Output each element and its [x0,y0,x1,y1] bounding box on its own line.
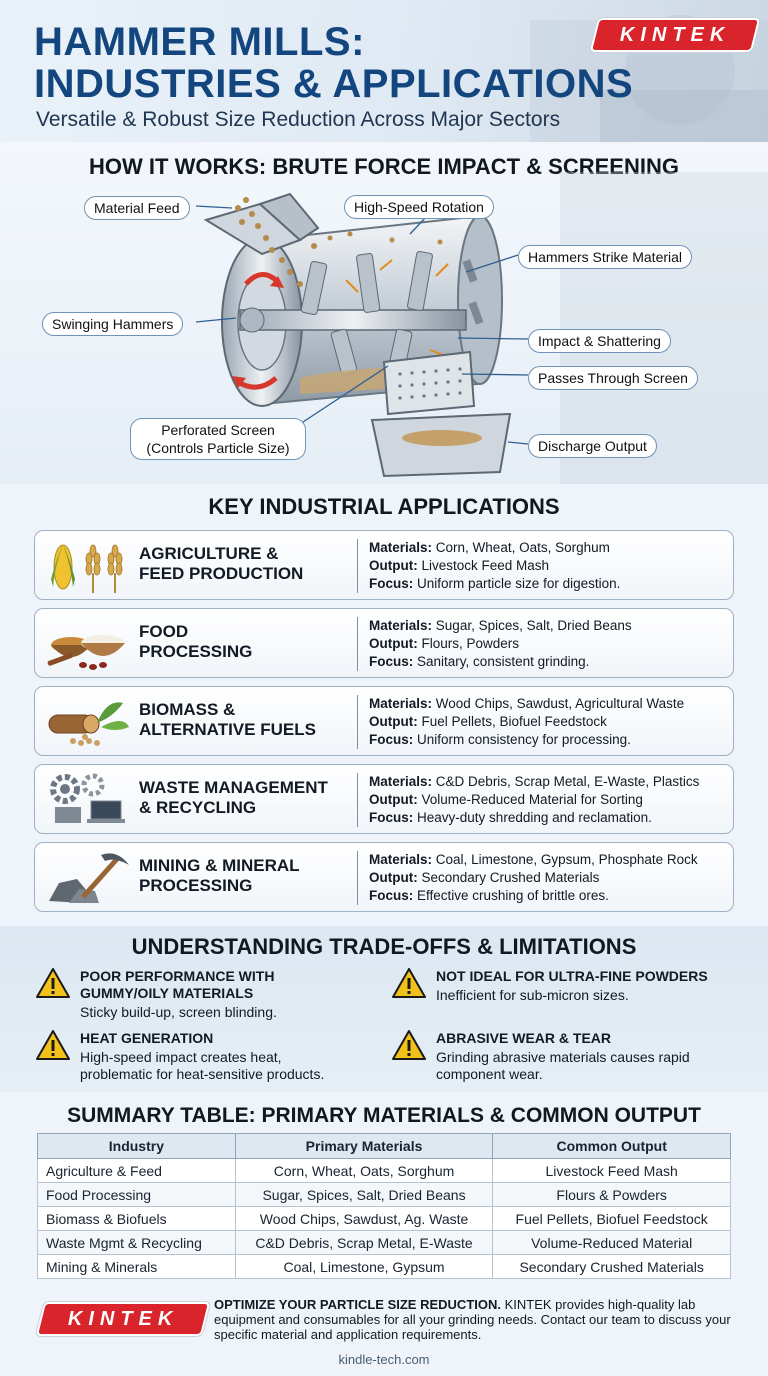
tradeoff-gummy-oily [36,968,366,1024]
output-value: Livestock Feed Mash [421,558,550,573]
output-label: Output: [369,870,418,885]
tradeoffs-title: UNDERSTANDING TRADE-OFFS & LIMITATIONS [131,934,637,959]
application-title-line-2: ALTERNATIVE FUELS [139,720,316,739]
application-title-line-2: PROCESSING [139,876,253,895]
application-title-line-2: PROCESSING [139,642,253,661]
table-row [38,1159,731,1183]
table-row [38,1207,731,1231]
table-row [38,1231,731,1255]
application-card-waste [34,764,734,834]
table-row [38,1255,731,1279]
tradeoff-description: Sticky build-up, screen blinding. [80,1004,277,1020]
output-label: Output: [369,558,418,573]
output-value: Secondary Crushed Materials [421,870,600,885]
application-title-line-1: BIOMASS & [139,700,236,719]
column-header-industry: Industry [38,1134,236,1159]
application-title-line-1: FOOD [139,622,189,641]
grain-icon [43,537,131,595]
application-title [139,700,361,740]
table-cell: Waste Mgmt & Recycling [38,1231,236,1255]
materials-label: Materials: [369,774,433,789]
table-cell: C&D Debris, Scrap Metal, E-Waste [235,1231,493,1255]
table-cell: Sugar, Spices, Salt, Dried Beans [235,1183,493,1207]
application-title [139,622,361,662]
output-value: Flours, Powders [421,636,520,651]
callout-high-speed-rotation: High-Speed Rotation [344,195,494,219]
focus-value: Heavy-duty shredding and reclamation. [417,810,652,825]
application-card-mining [34,842,734,912]
table-cell: Secondary Crushed Materials [493,1255,731,1279]
table-cell: Coal, Limestone, Gypsum [235,1255,493,1279]
spices-icon [43,615,131,673]
cta-headline: OPTIMIZE YOUR PARTICLE SIZE REDUCTION. [214,1297,501,1312]
table-cell: Flours & Powders [493,1183,731,1207]
focus-label: Focus: [369,654,414,669]
pickaxe-icon [43,849,131,907]
focus-label: Focus: [369,888,414,903]
table-cell: Volume-Reduced Material [493,1231,731,1255]
materials-label: Materials: [369,540,433,555]
focus-value: Sanitary, consistent grinding. [417,654,590,669]
callout-perforated-screen-line-2: (Controls Particle Size) [146,440,290,456]
output-value: Volume-Reduced Material for Sorting [421,792,643,807]
application-title-line-1: MINING & MINERAL [139,856,300,875]
output-label: Output: [369,714,418,729]
output-label: Output: [369,636,418,651]
warning-icon [392,1030,426,1060]
callout-perforated-screen-line-1: Perforated Screen [161,422,275,438]
callout-impact-shattering: Impact & Shattering [528,329,671,353]
card-divider [357,617,358,671]
table-cell: Mining & Minerals [38,1255,236,1279]
tradeoff-heading-line-2: GUMMY/OILY MATERIALS [80,985,254,1001]
tradeoff-heading [80,968,274,1002]
focus-value: Uniform consistency for processing. [417,732,631,747]
application-card-biomass [34,686,734,756]
page-title-line-1: HAMMER MILLS: [34,20,365,64]
tradeoff-description-line-1: High-speed impact creates heat, [80,1049,282,1065]
call-to-action [214,1297,736,1342]
warning-icon [36,968,70,998]
warning-icon [392,968,426,998]
tradeoff-heading: ABRASIVE WEAR & TEAR [436,1030,612,1046]
callout-hammers-strike: Hammers Strike Material [518,245,692,269]
materials-label: Materials: [369,618,433,633]
callout-swinging-hammers: Swinging Hammers [42,312,183,336]
tradeoff-heat-generation [36,1030,376,1086]
callout-passes-screen: Passes Through Screen [528,366,698,390]
wood-icon [43,693,131,751]
kintek-footer-logo[interactable] [38,1304,207,1334]
cta-body: KINTEK provides high-quality lab equipment and consumables for all your grinding needs. Contact our team to discuss your specific material and application requirements. [214,1297,731,1342]
tradeoff-heading: NOT IDEAL FOR ULTRA-FINE POWDERS [436,968,708,984]
application-details [369,617,632,671]
materials-label: Materials: [369,696,433,711]
page-subtitle: Versatile & Robust Size Reduction Across Major Sectors [36,108,561,131]
materials-value: Corn, Wheat, Oats, Sorghum [435,540,610,555]
focus-value: Effective crushing of brittle ores. [417,888,609,903]
tradeoff-ultra-fine [392,968,742,1008]
card-divider [357,773,358,827]
focus-label: Focus: [369,576,414,591]
application-details [369,695,684,749]
materials-value: Coal, Limestone, Gypsum, Phosphate Rock [435,852,698,867]
application-title-line-2: & RECYCLING [139,798,257,817]
application-card-agriculture [34,530,734,600]
kintek-logo[interactable] [592,20,757,50]
materials-label: Materials: [369,852,433,867]
callout-perforated-screen [130,418,306,460]
output-label: Output: [369,792,418,807]
table-cell: Fuel Pellets, Biofuel Feedstock [493,1207,731,1231]
column-header-primary-materials: Primary Materials [235,1134,493,1159]
materials-value: Wood Chips, Sawdust, Agricultural Waste [435,696,685,711]
application-title [139,778,361,818]
card-divider [357,539,358,593]
tradeoff-heading-line-1: POOR PERFORMANCE WITH [80,968,275,984]
tradeoff-description-line-2: problematic for heat-sensitive products. [80,1066,325,1082]
card-divider [357,695,358,749]
application-details [369,539,620,593]
tradeoff-description [80,1049,324,1083]
application-details [369,851,698,905]
focus-label: Focus: [369,810,414,825]
table-cell: Corn, Wheat, Oats, Sorghum [235,1159,493,1183]
card-divider [357,851,358,905]
callout-discharge-output: Discharge Output [528,434,657,458]
tradeoff-description-line-2: component wear. [436,1066,543,1082]
application-title-line-1: AGRICULTURE & [139,544,279,563]
output-value: Fuel Pellets, Biofuel Feedstock [421,714,607,729]
application-details [369,773,699,827]
logo-text: KINTEK [67,1307,179,1330]
application-title [139,856,361,896]
table-row [38,1183,731,1207]
applications-title: KEY INDUSTRIAL APPLICATIONS [208,494,560,519]
column-header-common-output: Common Output [493,1134,731,1159]
application-title-line-2: FEED PRODUCTION [139,564,304,583]
tradeoff-description: Inefficient for sub-micron sizes. [436,987,629,1003]
application-card-food [34,608,734,678]
callout-material-feed: Material Feed [84,196,190,220]
table-cell: Biomass & Biofuels [38,1207,236,1231]
page-title-line-2: INDUSTRIES & APPLICATIONS [34,62,634,106]
table-cell: Wood Chips, Sawdust, Ag. Waste [235,1207,493,1231]
table-header-row [38,1134,731,1159]
table-cell: Livestock Feed Mash [493,1159,731,1183]
tradeoff-description [436,1049,690,1083]
summary-title: SUMMARY TABLE: PRIMARY MATERIALS & COMMON OUTPUT [67,1104,701,1127]
focus-label: Focus: [369,732,414,747]
application-title-line-1: WASTE MANAGEMENT [139,778,328,797]
tradeoff-description-line-1: Grinding abrasive materials causes rapid [436,1049,690,1065]
tradeoff-abrasive-wear [392,1030,742,1086]
how-it-works-title: HOW IT WORKS: BRUTE FORCE IMPACT & SCREENING [89,154,679,179]
recycling-gears-icon [43,771,131,829]
application-title [139,544,361,584]
focus-value: Uniform particle size for digestion. [417,576,621,591]
table-cell: Agriculture & Feed [38,1159,236,1183]
summary-table [37,1133,731,1279]
warning-icon [36,1030,70,1060]
tradeoff-heading: HEAT GENERATION [80,1030,214,1046]
logo-text: KINTEK [619,23,731,46]
materials-value: C&D Debris, Scrap Metal, E-Waste, Plastics [435,774,700,789]
table-cell: Food Processing [38,1183,236,1207]
materials-value: Sugar, Spices, Salt, Dried Beans [435,618,632,633]
website-link[interactable]: kindle-tech.com [338,1352,430,1367]
